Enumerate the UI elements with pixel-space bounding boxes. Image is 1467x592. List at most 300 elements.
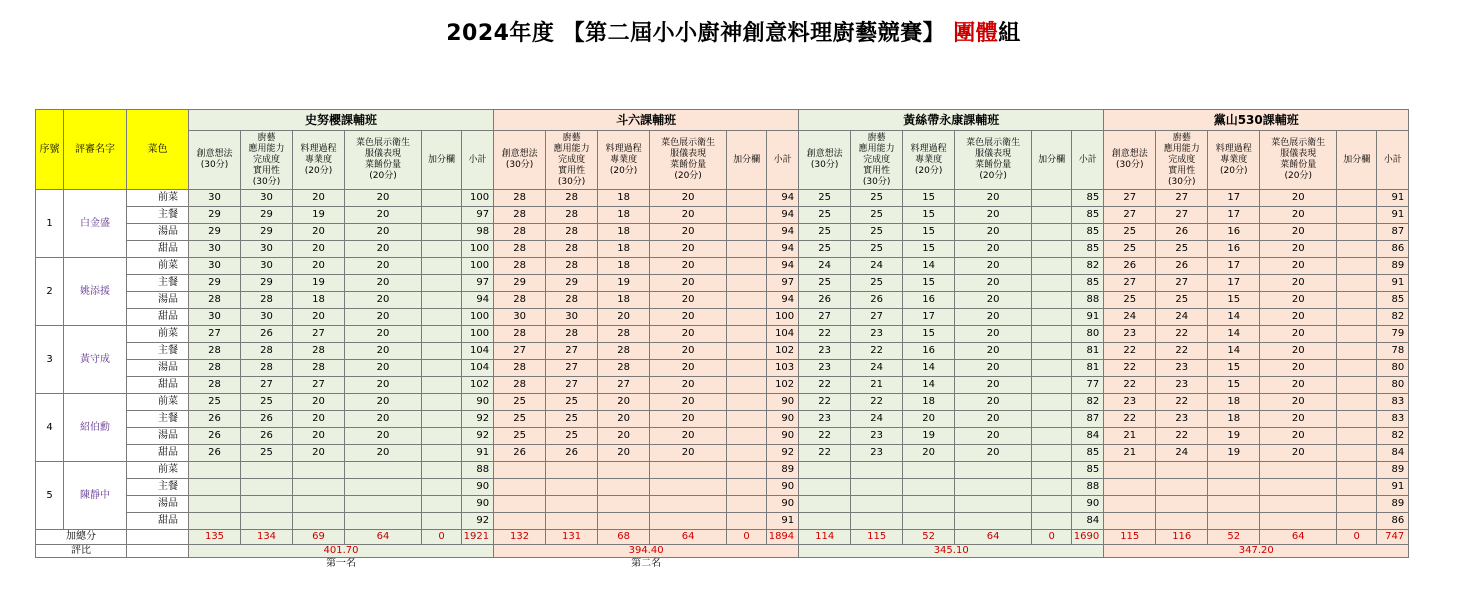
score-cell: 27 [598, 377, 650, 394]
score-cell: 28 [598, 326, 650, 343]
score-cell: 20 [1260, 394, 1337, 411]
score-cell: 26 [241, 411, 293, 428]
score-cell [422, 513, 462, 530]
score-cell: 22 [1104, 360, 1156, 377]
score-cell: 25 [851, 190, 903, 207]
dish-label: 前菜 [127, 190, 189, 207]
score-cell [1032, 513, 1072, 530]
table-row [36, 343, 1409, 360]
score-cell: 25 [799, 190, 851, 207]
score-cell: 20 [650, 224, 727, 241]
total-cell: 1921 [462, 530, 494, 545]
dish-label: 甜品 [127, 241, 189, 258]
score-cell: 30 [241, 241, 293, 258]
score-cell: 25 [189, 394, 241, 411]
score-cell [1032, 428, 1072, 445]
score-cell [494, 513, 546, 530]
score-cell [1032, 479, 1072, 496]
score-cell: 20 [1260, 309, 1337, 326]
score-cell: 19 [598, 275, 650, 292]
score-cell: 20 [293, 411, 345, 428]
subtotal-cell: 86 [1377, 513, 1409, 530]
total-cell: 116 [1156, 530, 1208, 545]
score-cell: 20 [650, 445, 727, 462]
score-cell: 20 [955, 326, 1032, 343]
score-cell: 27 [293, 377, 345, 394]
score-cell [1032, 292, 1072, 309]
subtotal-cell: 91 [1377, 190, 1409, 207]
score-cell: 25 [799, 224, 851, 241]
pingbi-label: 評比 [36, 545, 127, 558]
subtotal-cell: 91 [1377, 479, 1409, 496]
score-cell: 19 [293, 275, 345, 292]
team-header: 斗六課輔班 [494, 110, 799, 131]
score-cell [955, 496, 1032, 513]
score-cell: 27 [1156, 190, 1208, 207]
subtotal-cell: 90 [767, 411, 799, 428]
score-cell [494, 462, 546, 479]
score-cell: 20 [650, 377, 727, 394]
subtotal-cell: 90 [462, 394, 494, 411]
score-cell: 18 [293, 292, 345, 309]
score-cell: 17 [1208, 207, 1260, 224]
subtotal-cell: 97 [767, 275, 799, 292]
score-cell: 15 [903, 326, 955, 343]
subtotal-cell: 86 [1377, 241, 1409, 258]
score-cell: 20 [293, 258, 345, 275]
score-cell: 27 [1156, 207, 1208, 224]
score-cell [241, 479, 293, 496]
score-cell [1104, 513, 1156, 530]
total-cell: 132 [494, 530, 546, 545]
score-cell [1337, 479, 1377, 496]
score-cell [1337, 241, 1377, 258]
score-cell: 16 [903, 292, 955, 309]
score-cell [799, 462, 851, 479]
score-cell: 20 [955, 428, 1032, 445]
score-cell: 30 [241, 309, 293, 326]
criteria-header: 加分欄 [727, 131, 767, 190]
table-row [36, 326, 1409, 343]
score-cell [345, 496, 422, 513]
score-cell: 22 [1104, 377, 1156, 394]
score-cell: 26 [189, 411, 241, 428]
judge-number: 5 [36, 462, 64, 530]
table-row [36, 479, 1409, 496]
score-cell [903, 513, 955, 530]
subtotal-cell: 100 [767, 309, 799, 326]
score-cell: 26 [189, 445, 241, 462]
score-cell: 18 [598, 241, 650, 258]
score-cell [241, 462, 293, 479]
score-cell: 29 [241, 275, 293, 292]
subtotal-cell: 100 [462, 326, 494, 343]
score-cell: 25 [799, 275, 851, 292]
subtotal-cell: 82 [1377, 428, 1409, 445]
score-cell: 28 [546, 241, 598, 258]
score-cell [727, 360, 767, 377]
score-cell [1337, 496, 1377, 513]
subtotal-cell: 104 [462, 343, 494, 360]
score-cell: 14 [903, 360, 955, 377]
score-cell: 17 [1208, 275, 1260, 292]
score-cell: 17 [1208, 190, 1260, 207]
score-cell: 22 [799, 326, 851, 343]
subtotal-cell: 100 [462, 258, 494, 275]
score-cell [1337, 275, 1377, 292]
score-cell: 26 [799, 292, 851, 309]
score-cell: 20 [955, 394, 1032, 411]
subtotal-cell: 100 [462, 190, 494, 207]
score-cell: 20 [955, 190, 1032, 207]
score-cell: 22 [1104, 411, 1156, 428]
subtotal-cell: 104 [767, 326, 799, 343]
judge-number: 1 [36, 190, 64, 258]
score-cell: 25 [1104, 224, 1156, 241]
score-cell: 20 [345, 258, 422, 275]
score-cell: 27 [1104, 190, 1156, 207]
score-cell: 26 [1156, 258, 1208, 275]
score-cell: 20 [1260, 258, 1337, 275]
score-cell [650, 513, 727, 530]
judge-name: 姚添援 [64, 258, 127, 326]
score-cell [546, 496, 598, 513]
judge-name: 陳靜中 [64, 462, 127, 530]
total-cell: 69 [293, 530, 345, 545]
score-cell: 22 [1104, 343, 1156, 360]
score-cell [1032, 462, 1072, 479]
score-cell: 25 [494, 428, 546, 445]
score-cell [1032, 411, 1072, 428]
score-cell: 20 [345, 241, 422, 258]
subtotal-cell: 80 [1377, 377, 1409, 394]
pingbi-value: 345.10 [799, 545, 1104, 558]
score-cell: 20 [1260, 326, 1337, 343]
score-cell: 30 [189, 309, 241, 326]
subtotal-cell: 100 [462, 309, 494, 326]
score-cell [1104, 479, 1156, 496]
dish-label: 湯品 [127, 224, 189, 241]
score-cell: 28 [494, 207, 546, 224]
score-cell [1337, 377, 1377, 394]
score-cell: 14 [903, 377, 955, 394]
score-cell [1032, 207, 1072, 224]
total-cell: 135 [189, 530, 241, 545]
score-cell: 20 [955, 377, 1032, 394]
score-cell: 20 [293, 394, 345, 411]
score-cell: 20 [598, 428, 650, 445]
score-cell [1260, 513, 1337, 530]
page-title [0, 16, 1467, 47]
subtotal-cell: 104 [462, 360, 494, 377]
total-cell: 747 [1377, 530, 1409, 545]
score-cell: 28 [494, 258, 546, 275]
score-cell: 20 [650, 428, 727, 445]
score-cell: 15 [1208, 292, 1260, 309]
score-cell: 15 [1208, 377, 1260, 394]
score-cell [1337, 309, 1377, 326]
score-cell: 28 [494, 190, 546, 207]
score-cell: 18 [598, 258, 650, 275]
score-cell: 20 [1260, 360, 1337, 377]
table-row [36, 496, 1409, 513]
score-cell: 27 [189, 326, 241, 343]
dish-label: 前菜 [127, 326, 189, 343]
score-cell [293, 513, 345, 530]
score-cell: 28 [494, 241, 546, 258]
score-cell: 24 [799, 258, 851, 275]
score-cell [727, 207, 767, 224]
score-cell [1337, 360, 1377, 377]
dish-label: 主餐 [127, 343, 189, 360]
score-cell: 25 [546, 411, 598, 428]
score-cell [189, 513, 241, 530]
score-cell [1337, 190, 1377, 207]
score-cell [494, 479, 546, 496]
criteria-header: 小計 [462, 131, 494, 190]
table-row [36, 275, 1409, 292]
subtotal-cell: 90 [462, 496, 494, 513]
criteria-header: 加分欄 [1337, 131, 1377, 190]
subtotal-cell: 91 [1377, 275, 1409, 292]
total-cell: 64 [650, 530, 727, 545]
dish-label: 湯品 [127, 496, 189, 513]
dish-label: 湯品 [127, 292, 189, 309]
score-cell: 28 [293, 360, 345, 377]
table-row [36, 190, 1409, 207]
score-cell: 20 [293, 224, 345, 241]
rank-label [1104, 558, 1409, 571]
score-cell [1337, 513, 1377, 530]
table-row [36, 377, 1409, 394]
score-cell: 20 [345, 343, 422, 360]
dish-label: 湯品 [127, 360, 189, 377]
header-seq: 序號 [36, 110, 64, 190]
table-row [36, 258, 1409, 275]
total-cell: 52 [1208, 530, 1260, 545]
score-cell: 20 [1260, 377, 1337, 394]
score-cell: 20 [903, 411, 955, 428]
score-cell: 29 [189, 207, 241, 224]
score-cell [598, 462, 650, 479]
total-cell: 52 [903, 530, 955, 545]
score-cell: 29 [189, 275, 241, 292]
header-judge: 評審名字 [64, 110, 127, 190]
subtotal-cell: 81 [1072, 343, 1104, 360]
score-cell: 16 [903, 343, 955, 360]
score-cell [851, 479, 903, 496]
subtotal-cell: 102 [767, 377, 799, 394]
score-cell: 20 [650, 190, 727, 207]
criteria-header: 菜色展示衛生 服儀表現 菜餚份量 (20分) [345, 131, 422, 190]
score-cell [241, 513, 293, 530]
score-cell: 20 [955, 292, 1032, 309]
criteria-header: 料理過程 專業度 (20分) [1208, 131, 1260, 190]
score-cell [1032, 496, 1072, 513]
score-cell: 28 [598, 343, 650, 360]
score-cell: 19 [293, 207, 345, 224]
score-cell: 19 [903, 428, 955, 445]
subtotal-cell: 91 [1377, 207, 1409, 224]
score-cell [727, 462, 767, 479]
table-row [36, 360, 1409, 377]
score-cell: 20 [598, 309, 650, 326]
rank-label [799, 558, 1104, 571]
score-cell [1032, 190, 1072, 207]
score-cell: 27 [546, 343, 598, 360]
judge-name: 紹伯勳 [64, 394, 127, 462]
subtotal-cell: 89 [1377, 496, 1409, 513]
score-cell: 20 [650, 326, 727, 343]
score-cell: 21 [1104, 445, 1156, 462]
score-cell: 18 [598, 292, 650, 309]
score-cell [1032, 275, 1072, 292]
score-cell [955, 462, 1032, 479]
score-cell: 20 [345, 377, 422, 394]
table-row [36, 292, 1409, 309]
score-cell: 20 [293, 428, 345, 445]
table-row [36, 224, 1409, 241]
pingbi-value: 401.70 [189, 545, 494, 558]
subtotal-cell: 77 [1072, 377, 1104, 394]
score-cell: 18 [598, 224, 650, 241]
score-cell: 24 [1156, 445, 1208, 462]
score-cell: 28 [546, 258, 598, 275]
score-cell [1156, 513, 1208, 530]
subtotal-cell: 88 [1072, 292, 1104, 309]
subtotal-cell: 85 [1072, 207, 1104, 224]
score-cell [1156, 462, 1208, 479]
total-cell: 68 [598, 530, 650, 545]
score-cell: 14 [1208, 343, 1260, 360]
table-row [36, 445, 1409, 462]
score-cell [851, 513, 903, 530]
score-cell: 20 [650, 275, 727, 292]
score-cell: 25 [851, 207, 903, 224]
score-cell: 15 [903, 275, 955, 292]
score-cell: 23 [1156, 411, 1208, 428]
score-cell [422, 326, 462, 343]
score-cell [189, 479, 241, 496]
score-cell: 26 [1156, 224, 1208, 241]
score-cell [1337, 445, 1377, 462]
dish-label: 主餐 [127, 275, 189, 292]
subtotal-cell: 83 [1377, 394, 1409, 411]
subtotal-cell: 87 [1072, 411, 1104, 428]
score-cell: 29 [241, 207, 293, 224]
criteria-header: 小計 [1377, 131, 1409, 190]
score-cell: 20 [1260, 428, 1337, 445]
score-cell: 20 [650, 258, 727, 275]
total-cell: 134 [241, 530, 293, 545]
score-cell: 28 [241, 360, 293, 377]
score-cell: 20 [293, 309, 345, 326]
score-cell [422, 496, 462, 513]
header-dish: 菜色 [127, 110, 189, 190]
criteria-header: 廚藝 應用能力 完成度 實用性 (30分) [851, 131, 903, 190]
score-cell [1032, 258, 1072, 275]
subtotal-cell: 79 [1377, 326, 1409, 343]
score-cell: 24 [851, 360, 903, 377]
score-cell: 25 [494, 394, 546, 411]
score-cell: 30 [546, 309, 598, 326]
subtotal-cell: 92 [462, 513, 494, 530]
total-cell: 115 [851, 530, 903, 545]
subtotal-cell: 82 [1377, 309, 1409, 326]
total-cell: 64 [345, 530, 422, 545]
score-cell: 28 [494, 326, 546, 343]
score-cell: 23 [799, 343, 851, 360]
subtotal-cell: 85 [1072, 190, 1104, 207]
total-cell: 1894 [767, 530, 799, 545]
subtotal-cell: 78 [1377, 343, 1409, 360]
score-cell: 25 [851, 241, 903, 258]
score-cell [422, 224, 462, 241]
score-cell: 28 [546, 292, 598, 309]
criteria-header: 創意想法 (30分) [1104, 131, 1156, 190]
subtotal-cell: 88 [462, 462, 494, 479]
score-cell: 23 [799, 411, 851, 428]
score-cell: 26 [546, 445, 598, 462]
title-suffix: 組 [998, 21, 1021, 46]
score-cell: 28 [293, 343, 345, 360]
score-cell [189, 496, 241, 513]
score-cell [422, 258, 462, 275]
score-cell: 16 [1208, 241, 1260, 258]
total-cell: 0 [422, 530, 462, 545]
pingbi-value: 347.20 [1104, 545, 1409, 558]
judge-name: 白金盛 [64, 190, 127, 258]
team-header: 黨山530課輔班 [1104, 110, 1409, 131]
score-cell: 28 [494, 360, 546, 377]
criteria-header: 創意想法 (30分) [189, 131, 241, 190]
score-cell: 26 [241, 428, 293, 445]
score-cell: 15 [1208, 360, 1260, 377]
pingbi-blank [127, 545, 189, 558]
score-cell: 20 [650, 292, 727, 309]
total-cell: 0 [727, 530, 767, 545]
judge-number: 4 [36, 394, 64, 462]
score-cell [799, 513, 851, 530]
score-cell: 20 [345, 309, 422, 326]
score-cell: 28 [494, 377, 546, 394]
subtotal-cell: 94 [767, 292, 799, 309]
score-cell: 25 [851, 275, 903, 292]
score-cell: 20 [345, 292, 422, 309]
score-cell: 20 [345, 411, 422, 428]
score-cell: 22 [799, 428, 851, 445]
score-cell: 27 [494, 343, 546, 360]
score-cell: 20 [955, 445, 1032, 462]
subtotal-cell: 102 [462, 377, 494, 394]
score-cell: 20 [345, 326, 422, 343]
score-cell: 26 [1104, 258, 1156, 275]
subtotal-cell: 90 [767, 394, 799, 411]
score-cell: 28 [546, 326, 598, 343]
score-cell [293, 496, 345, 513]
score-cell: 25 [494, 411, 546, 428]
pingbi-value: 394.40 [494, 545, 799, 558]
score-cell: 24 [851, 411, 903, 428]
score-cell [727, 292, 767, 309]
table-row [36, 241, 1409, 258]
score-cell [727, 224, 767, 241]
subtotal-cell: 85 [1072, 462, 1104, 479]
score-cell: 22 [1156, 343, 1208, 360]
score-cell [727, 411, 767, 428]
score-cell: 23 [1104, 326, 1156, 343]
score-cell: 20 [650, 394, 727, 411]
